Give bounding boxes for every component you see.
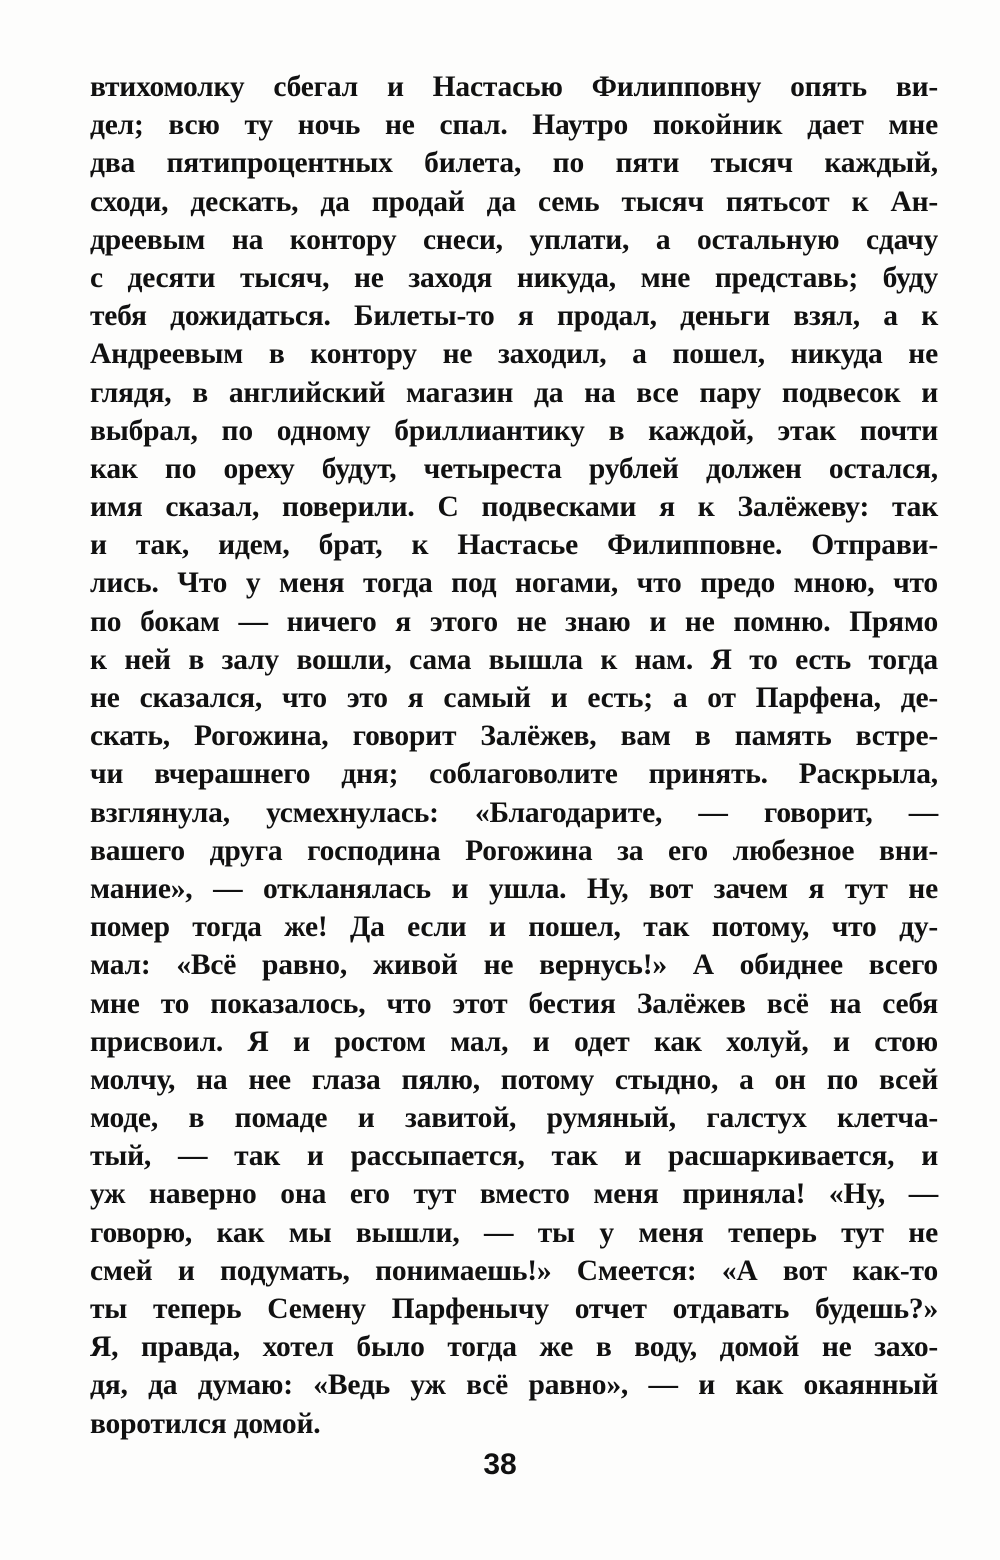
text-line: говорю, как мы вышли, — ты у меня теперь тут не bbox=[90, 1216, 938, 1249]
text-line: вашего друга господина Рогожина за его любезное вни- bbox=[90, 834, 938, 867]
text-line: тый, — так и рассыпается, так и расшаркивается, и bbox=[90, 1140, 938, 1173]
text-line: дя, да думаю: «Ведь уж всё равно», — и как окаянный bbox=[90, 1369, 938, 1402]
text-line: имя сказал, поверили. С подвесками я к Залёжеву: так bbox=[90, 491, 938, 524]
text-line: и так, идем, брат, к Настасье Филипповне. Отправи- bbox=[90, 529, 938, 562]
text-line: как по ореху будут, четыреста рублей должен остался, bbox=[90, 452, 938, 485]
text-line: ты теперь Семену Парфенычу отчет отдавать будешь?» bbox=[90, 1293, 938, 1325]
text-line: моде, в помаде и завитой, румяный, галстух клетча- bbox=[90, 1102, 938, 1135]
text-line: чи вчерашнего дня; соблаговолите принять. Раскрыла, bbox=[90, 758, 938, 791]
text-line: помер тогда же! Да если и пошел, так потому, что ду- bbox=[90, 911, 938, 944]
text-line: по бокам — ничего я этого не знаю и не помню. Прямо bbox=[90, 605, 938, 638]
text-line: не сказался, что это я самый и есть; а от Парфена, де- bbox=[90, 682, 938, 714]
body-text bbox=[90, 68, 938, 1443]
text-line: сходи, дескать, да продай да семь тысяч пятьсот к Ан- bbox=[90, 185, 938, 218]
text-line: взглянула, усмехнулась: «Благодарите, — говорит, — bbox=[90, 796, 938, 829]
text-line: присвоил. Я и ростом мал, и одет как холуй, и стою bbox=[90, 1025, 938, 1058]
page-number: 38 bbox=[483, 1448, 517, 1481]
text-line: глядя, в английский магазин да на все пару подвесок и bbox=[90, 376, 938, 409]
text-line: дреевым на контору снеси, уплати, а остальную сдачу bbox=[90, 223, 938, 256]
text-line: лись. Что у меня тогда под ногами, что предо мною, что bbox=[90, 567, 938, 600]
text-line: мание», — откланялась и ушла. Ну, вот зачем я тут не bbox=[90, 872, 938, 905]
text-line: уж наверно она его тут вместо меня приняла! «Ну, — bbox=[90, 1178, 938, 1211]
text-line: выбрал, по одному бриллиантику в каждой, этак почти bbox=[90, 414, 938, 447]
text-line: скать, Рогожина, говорит Залёжев, вам в память встре- bbox=[90, 720, 938, 753]
text-line: втихомолку сбегал и Настасью Филипповну опять ви- bbox=[90, 71, 938, 103]
text-line: тебя дожидаться. Билеты-то я продал, деньги взял, а к bbox=[90, 300, 938, 333]
text-line: два пятипроцентных билета, по пяти тысяч каждый, bbox=[90, 147, 938, 180]
text-line: мал: «Всё равно, живой не вернусь!» А обиднее всего bbox=[90, 949, 938, 982]
text-line: дел; всю ту ночь не спал. Наутро покойник дает мне bbox=[90, 109, 938, 142]
text-line: Андреевым в контору не заходил, а пошел, никуда не bbox=[90, 338, 938, 371]
text-line: смей и подумать, понимаешь!» Смеется: «А вот как-то bbox=[90, 1254, 938, 1287]
text-line: Я, правда, хотел было тогда же в воду, домой не захо- bbox=[90, 1331, 938, 1364]
text-line: молчу, на нее глаза пялю, потому стыдно, а он по всей bbox=[90, 1063, 938, 1096]
text-line: с десяти тысяч, не заходя никуда, мне представь; буду bbox=[90, 261, 938, 294]
text-line: мне то показалось, что этот бестия Залёжев всё на себя bbox=[90, 987, 938, 1020]
text-line: воротился домой. bbox=[90, 1407, 321, 1440]
text-line: к ней в залу вошли, сама вышла к нам. Я то есть тогда bbox=[90, 643, 938, 676]
